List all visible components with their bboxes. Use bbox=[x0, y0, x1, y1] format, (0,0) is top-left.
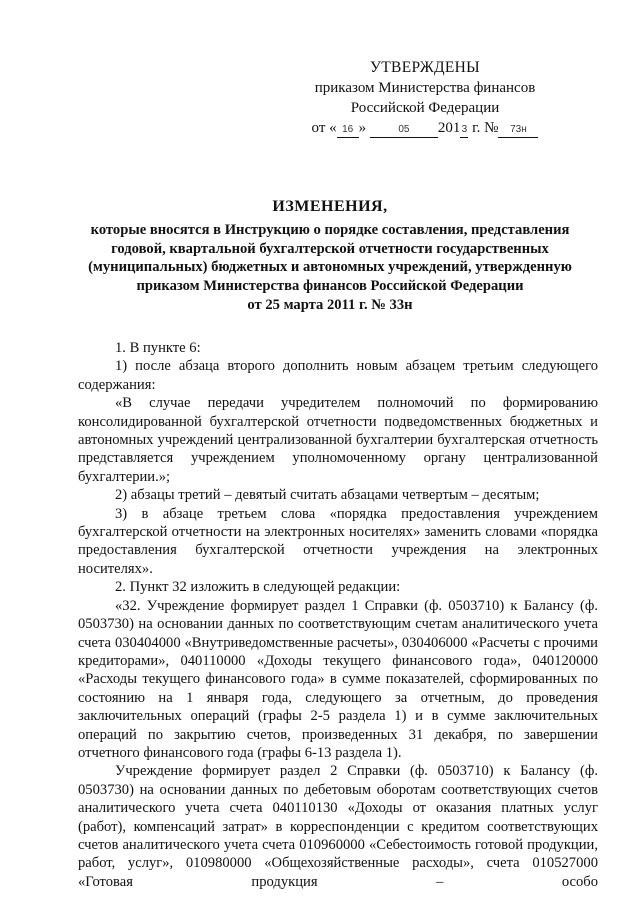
heading-title: ИЗМЕНЕНИЯ, bbox=[272, 198, 388, 215]
paragraph: Учреждение формирует раздел 2 Справки (ф. 0503710) к Балансу (ф. 0503730) на основании данных по дебетовым оборотам соответствующих счетов аналитического учета счета 040110130 «Доходы от оказания платных услуг (работ), компенсаций затрат» в корреспонденции с кредитом соответствующих счетов аналитического учета счета 010960000 «Себестоимость готовой продукции, работ, услуг», 010980000 «Общехозяйственные расходы», счета 010527000 «Готовая продукция – особо bbox=[78, 763, 598, 890]
paragraph: «32. Учреждение формирует раздел 1 Справки (ф. 0503710) к Балансу (ф. 0503730) на основании данных по соответствующим счетам аналитического учета счета 030404000 «Внутриведомственные расчеты», 030406000 «Расчеты с прочими кредиторами», 040110000 «Доходы текущего финансового года», 040120000 «Расходы текущего финансового года» в сумме показателей, сформированных по состоянию на 1 января года, следующего за отчетным, до проведения заключительных операций (графы 2-5 раздела 1) и в сумме заключительных операций по закрытию счетов, произведенных 31 декабря, по завершении отчетного финансового года (графы 6-13 раздела 1). bbox=[78, 597, 598, 761]
date-month: 05 bbox=[370, 123, 438, 138]
approval-line-1: приказом Министерства финансов bbox=[314, 80, 536, 96]
approval-stamp bbox=[300, 58, 550, 138]
heading-line-3: (муниципальных) бюджетных и автономных учреждений, утвержденную bbox=[88, 259, 572, 276]
heading-line-2: годовой, квартальной бухгалтерской отчетности государственных bbox=[111, 240, 549, 257]
paragraph: 2) абзацы третий – девятый считать абзацами четвертым – десятым; bbox=[115, 487, 540, 504]
order-number: 73н bbox=[498, 123, 538, 138]
paragraph: 1. В пункте 6: bbox=[115, 340, 201, 356]
date-year-prefix: 201 bbox=[437, 120, 461, 136]
paragraph: 2. Пункт 32 изложить в следующей редакции: bbox=[115, 579, 401, 596]
approval-title: УТВЕРЖДЕНЫ bbox=[370, 59, 480, 76]
date-year-digit: 3 bbox=[460, 123, 468, 138]
heading-line-5: от 25 марта 2011 г. № 33н bbox=[247, 296, 413, 313]
date-prefix: от « bbox=[311, 120, 337, 136]
paragraph: «В случае передачи учредителем полномочий по формированию консолидированной бухгалтерской отчетности подведомственных бюджетных и автономных учреждений централизованной бухгалтерии бухгалтерская отчетность представляется учреждением уполномоченному органу централизованной бухгалтерии.»; bbox=[78, 395, 598, 485]
date-day-close: » bbox=[358, 120, 367, 136]
heading-line-4: приказом Министерства финансов Российской Федерации bbox=[136, 278, 524, 295]
approval-line-2: Российской Федерации bbox=[350, 100, 500, 116]
document-body bbox=[78, 339, 598, 891]
order-number-label: г. № bbox=[468, 120, 499, 136]
heading-line-1: которые вносятся в Инструкцию о порядке составления, представления bbox=[90, 221, 570, 238]
date-day: 16 bbox=[337, 123, 359, 138]
approval-date-line bbox=[300, 118, 550, 138]
paragraph: 3) в абзаце третьем слова «порядка предоставления учреждением бухгалтерской отчетности на электронных носителях» заменить словами «порядка предоставления бухгалтерской отчетности учреждения на электронных носителях». bbox=[78, 505, 598, 577]
document-heading bbox=[70, 198, 590, 315]
paragraph: 1) после абзаца второго дополнить новым абзацем третьим следующего содержания: bbox=[78, 358, 598, 393]
